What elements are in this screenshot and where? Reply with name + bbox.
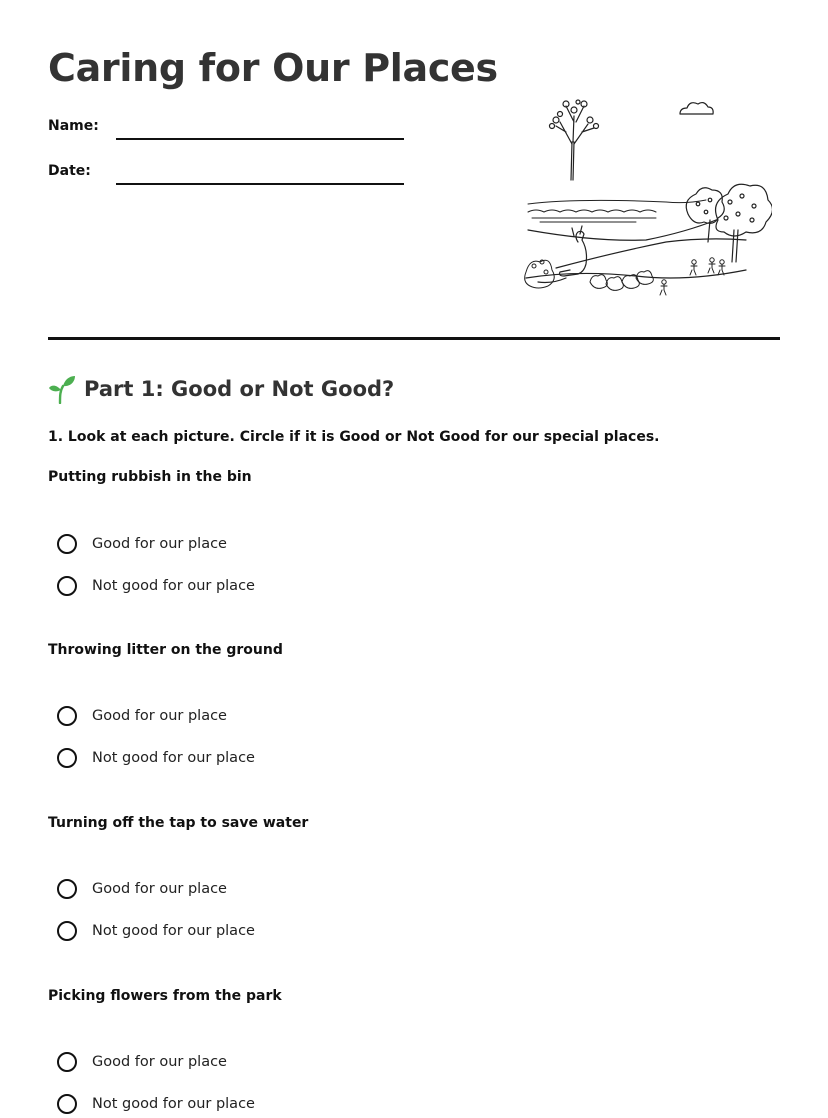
worksheet-title: Caring for Our Places [48, 46, 498, 90]
question-1-option-not-good[interactable] [57, 573, 255, 599]
radio-circle-icon[interactable] [57, 706, 77, 726]
radio-circle-icon[interactable] [57, 1094, 77, 1114]
name-field[interactable] [48, 118, 408, 142]
option-label: Good for our place [92, 536, 227, 552]
radio-circle-icon[interactable] [57, 748, 77, 768]
radio-circle-icon[interactable] [57, 534, 77, 554]
option-label: Not good for our place [92, 578, 255, 594]
option-label: Not good for our place [92, 923, 255, 939]
section-divider [48, 337, 780, 340]
option-label: Good for our place [92, 708, 227, 724]
question-4-option-good[interactable] [57, 1049, 227, 1075]
question-2-title: Throwing litter on the ground [48, 642, 283, 658]
option-label: Not good for our place [92, 1096, 255, 1112]
cloud-icon [680, 103, 713, 114]
option-label: Good for our place [92, 1054, 227, 1070]
date-field[interactable] [48, 163, 408, 187]
question-1-option-good[interactable] [57, 531, 227, 557]
instruction-text: 1. Look at each picture. Circle if it is Good or Not Good for our special places. [48, 429, 660, 445]
date-label: Date: [48, 163, 91, 179]
question-2-option-not-good[interactable] [57, 745, 255, 771]
bushy-tree-icon [686, 184, 772, 262]
question-4-option-not-good[interactable] [57, 1091, 255, 1117]
bare-tree-icon [550, 100, 599, 180]
part1-heading [48, 372, 394, 406]
name-label: Name: [48, 118, 99, 134]
question-3-title: Turning off the tap to save water [48, 815, 309, 831]
question-1-title: Putting rubbish in the bin [48, 469, 252, 485]
date-write-line[interactable] [116, 183, 404, 185]
option-label: Not good for our place [92, 750, 255, 766]
name-write-line[interactable] [116, 138, 404, 140]
part1-heading-text: Part 1: Good or Not Good? [84, 377, 395, 401]
water-waves [528, 200, 706, 222]
question-3-option-good[interactable] [57, 876, 227, 902]
landscape-illustration [516, 92, 772, 302]
option-label: Good for our place [92, 881, 227, 897]
radio-circle-icon[interactable] [57, 576, 77, 596]
question-2-option-good[interactable] [57, 703, 227, 729]
question-3-option-not-good[interactable] [57, 918, 255, 944]
people-icon [660, 258, 725, 295]
sprout-icon [48, 374, 76, 404]
radio-circle-icon[interactable] [57, 921, 77, 941]
radio-circle-icon[interactable] [57, 1052, 77, 1072]
question-4-title: Picking flowers from the park [48, 988, 282, 1004]
radio-circle-icon[interactable] [57, 879, 77, 899]
